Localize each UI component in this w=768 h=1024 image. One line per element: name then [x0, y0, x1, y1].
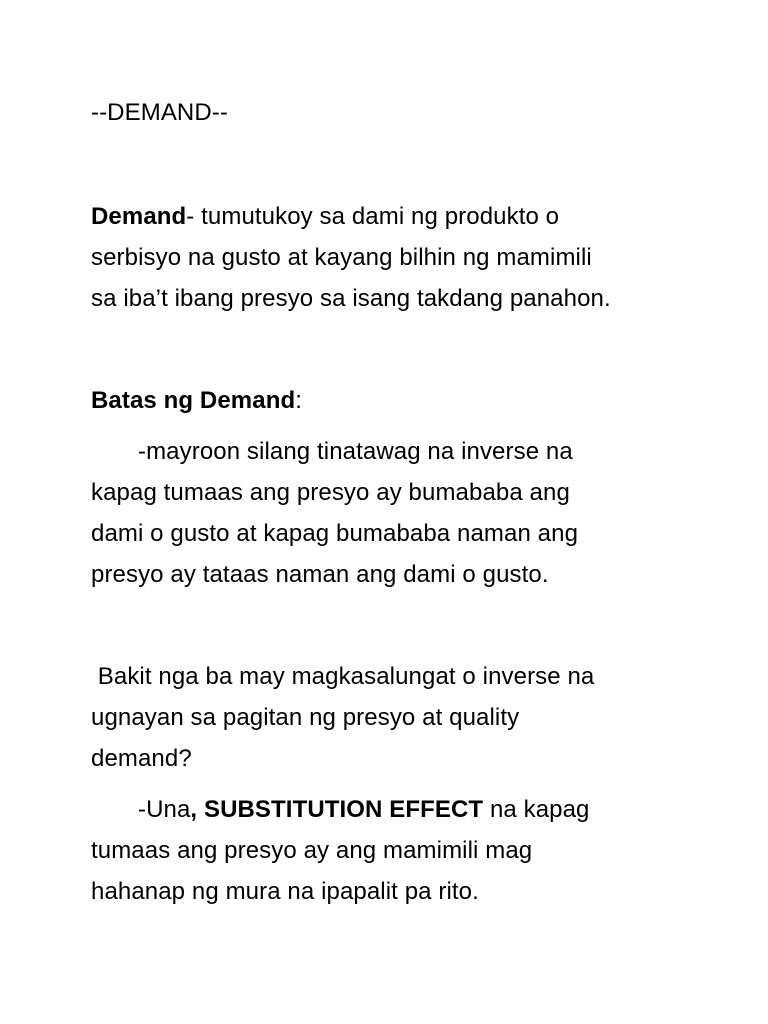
question-line-2: ugnayan sa pagitan ng presyo at quality: [91, 704, 520, 731]
question-paragraph: [91, 656, 691, 779]
substitution-line-2: tumaas ang presyo ay ang mamimili mag: [91, 837, 533, 864]
substitution-prefix: -Una: [138, 796, 191, 823]
definition-line-3: sa iba’t ibang presyo sa isang takdang panahon.: [91, 285, 611, 312]
law-of-demand-heading: [91, 380, 691, 421]
substitution-term: , SUBSTITUTION EFFECT: [190, 796, 484, 823]
law-heading-colon: :: [295, 387, 302, 414]
question-line-3: demand?: [91, 745, 192, 772]
substitution-effect-paragraph: [91, 789, 691, 912]
law-line-2: kapag tumaas ang presyo ay bumababa ang: [91, 479, 570, 506]
law-line-3: dami o gusto at kapag bumababa naman ang: [91, 520, 579, 547]
law-heading-text: Batas ng Demand: [91, 387, 296, 414]
demand-definition: [91, 196, 691, 319]
law-line-4: presyo ay tataas naman ang dami o gusto.: [91, 561, 549, 588]
definition-line-1: - tumutukoy sa dami ng produkto o: [186, 203, 560, 230]
definition-line-2: serbisyo na gusto at kayang bilhin ng mamimili: [91, 244, 592, 271]
substitution-line-1-rest: na kapag: [483, 796, 590, 823]
law-line-1: -mayroon silang tinatawag na inverse na: [138, 438, 573, 465]
substitution-line-3: hahanap ng mura na ipapalit pa rito.: [91, 878, 479, 905]
definition-term: Demand: [91, 203, 187, 230]
question-line-1: Bakit nga ba may magkasalungat o inverse na: [91, 663, 595, 690]
document-title: --DEMAND--: [91, 99, 228, 126]
law-of-demand-body: [91, 431, 691, 595]
